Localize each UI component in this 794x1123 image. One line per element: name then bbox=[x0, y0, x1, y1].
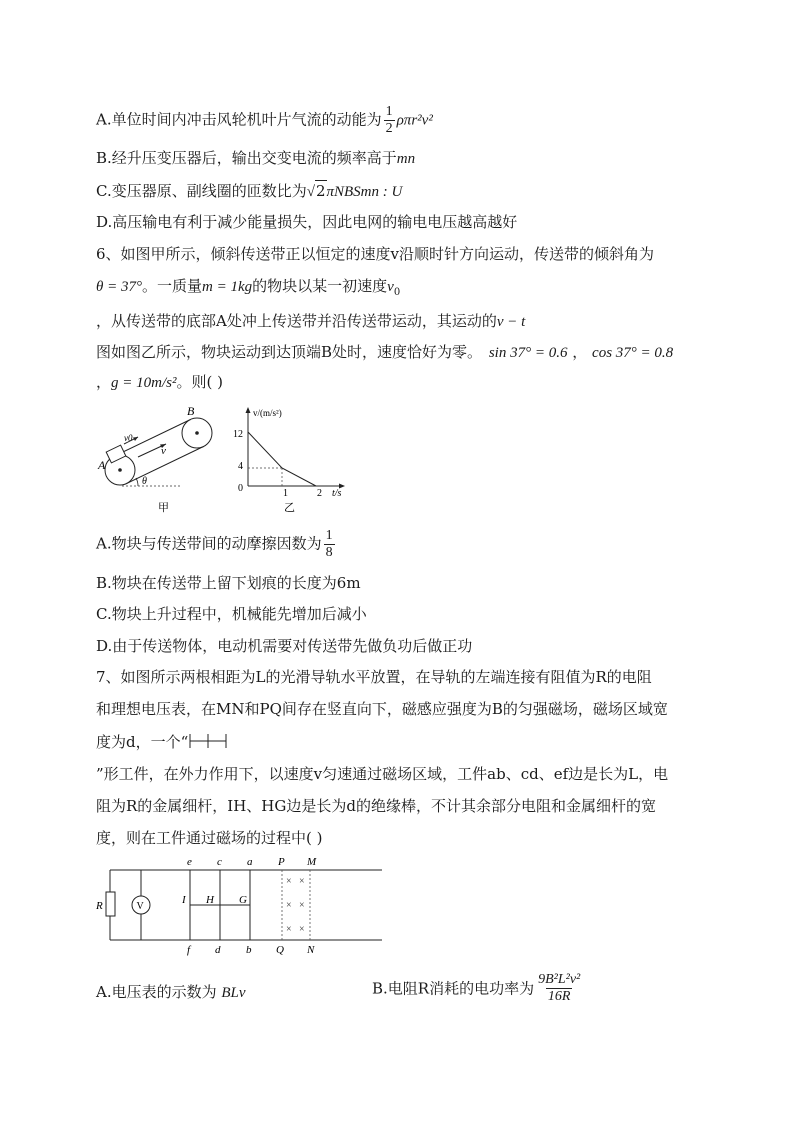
q7-circuit-figure bbox=[94, 854, 390, 958]
q5-option-d: D.高压输电有利于减少能量损失，因此电网的输电电压越高越好 bbox=[96, 213, 518, 231]
q7-option-a-formula: BLv bbox=[221, 985, 246, 1001]
svg-text:×: × bbox=[299, 876, 305, 887]
q5-option-b: B.经升压变压器后，输出交变电流的频率高于mn bbox=[96, 149, 416, 167]
q6-stem-line-1: 6、如图甲所示，倾斜传送带正以恒定的速度v沿顺时针方向运动，传送带的倾斜角为 bbox=[96, 245, 655, 263]
label-d: d bbox=[215, 944, 221, 956]
q5-option-c: C.变压器原、副线圈的匝数比为√2πNBSmn : U bbox=[96, 182, 403, 200]
label-B: B bbox=[187, 404, 195, 418]
voltmeter-label: V bbox=[136, 901, 144, 912]
q7-stem-line-5: 阻为R的金属细杆，IH、HG边是长为d的绝缘棒，不计其余部分电阻和金属细杆的宽 bbox=[96, 797, 656, 815]
q5-option-c-formula: πNBSmn : U bbox=[326, 184, 403, 200]
y-tick-12: 12 bbox=[233, 429, 243, 440]
resistor-label: R bbox=[96, 900, 103, 912]
label-N: N bbox=[307, 944, 315, 956]
label-I: I bbox=[182, 894, 186, 906]
svg-text:×: × bbox=[299, 924, 305, 935]
svg-text:×: × bbox=[299, 900, 305, 911]
label-P: P bbox=[278, 856, 285, 868]
label-f: f bbox=[187, 944, 191, 956]
label-b: b bbox=[246, 944, 252, 956]
q5-option-a-formula: ρπr²v² bbox=[396, 112, 433, 129]
label-H: H bbox=[206, 894, 214, 906]
label-theta: θ bbox=[142, 476, 147, 487]
q6-stem-line-3: ，从传送带的底部A处冲上传送带并沿传送带运动，其运动的v − t bbox=[96, 312, 526, 330]
magnetic-field-markers bbox=[286, 876, 305, 935]
label-A: A bbox=[98, 458, 106, 472]
label-v: v bbox=[161, 445, 166, 457]
q6-option-a-fraction: $\frac{1}{8}$ bbox=[325, 528, 333, 560]
q5-option-a bbox=[96, 104, 433, 137]
q6-option-b: B.物块在传送带上留下划痕的长度为6m bbox=[96, 574, 361, 592]
q7-stem-line-1: 7、如图所示两根相距为L的光滑导轨水平放置，在导轨的左端连接有阻值为R的电阻 bbox=[96, 668, 652, 686]
q7-stem-line-4: ”形工件，在外力作用下，以速度v匀速通过磁场区域，工件ab、cd、ef边是长为L，电 bbox=[96, 765, 669, 783]
x-tick-2: 2 bbox=[317, 488, 322, 499]
label-c: c bbox=[217, 856, 222, 868]
q6-figure-yi-vt-chart bbox=[228, 404, 358, 516]
q5-option-b-formula: mn bbox=[396, 151, 416, 167]
svg-text:×: × bbox=[286, 900, 292, 911]
label-G: G bbox=[239, 894, 247, 906]
y-tick-4: 4 bbox=[238, 461, 243, 472]
label-Q: Q bbox=[276, 944, 284, 956]
q7-option-b: B.电阻R消耗的电功率为 $\frac{\text{9B²L²v²}}{16R}$ bbox=[372, 972, 581, 1004]
caption-jia: 甲 bbox=[158, 502, 169, 514]
q6-stem-line-5: ，g = 10m/s²。则( ) bbox=[96, 373, 223, 391]
label-v0: v0 bbox=[124, 433, 133, 443]
q7-option-b-fraction: $\frac{\text{9B²L²v²}}{16R}$ bbox=[538, 972, 581, 1004]
label-a: a bbox=[247, 856, 253, 868]
q7-stem-line-2: 和理想电压表，在MN和PQ间存在竖直向下，磁感应强度为B的匀强磁场，磁场区域宽 bbox=[96, 700, 668, 718]
x-tick-1: 1 bbox=[283, 488, 288, 499]
q5-option-a-text: A.单位时间内冲击风轮机叶片气流的动能为 bbox=[96, 110, 382, 129]
q7-stem-line-6: 度，则在工件通过磁场的过程中( ) bbox=[96, 829, 323, 847]
resistor-R bbox=[106, 892, 115, 916]
y-axis-label: v/(m/s²) bbox=[253, 408, 282, 418]
label-e: e bbox=[187, 856, 192, 868]
svg-text:×: × bbox=[286, 924, 292, 935]
q6-option-a: A.物块与传送带间的动摩擦因数为 $\frac{1}{8}$ bbox=[96, 528, 333, 560]
x-axis-label: t/s bbox=[332, 488, 342, 499]
q6-stem-line-4: 图如图乙所示，物块运动到达顶端B处时，速度恰好为零。 sin 37° = 0.6 ， cos 37° = 0.8 bbox=[96, 343, 674, 361]
q7-stem-line-3: 度为d，一个“ bbox=[96, 732, 228, 752]
q6-stem-line-2: θ = 37°。一质量m = 1kg的物块以某一初速度$v_0$ bbox=[96, 277, 401, 298]
svg-text:×: × bbox=[286, 876, 292, 887]
q7-option-a: A.电压表的示数为 BLv bbox=[96, 983, 246, 1001]
label-M: M bbox=[307, 856, 317, 868]
caption-yi: 乙 bbox=[284, 502, 295, 514]
origin-label: 0 bbox=[238, 483, 243, 494]
workpiece-shape-icon bbox=[188, 733, 228, 749]
q5-option-a-fraction: $\frac{1}{2}$ bbox=[385, 104, 393, 136]
q6-figure-jia bbox=[96, 404, 226, 516]
q6-option-c: C.物块上升过程中，机械能先增加后减小 bbox=[96, 605, 367, 623]
q6-option-d: D.由于传送物体，电动机需要对传送带先做负功后做正功 bbox=[96, 637, 473, 655]
